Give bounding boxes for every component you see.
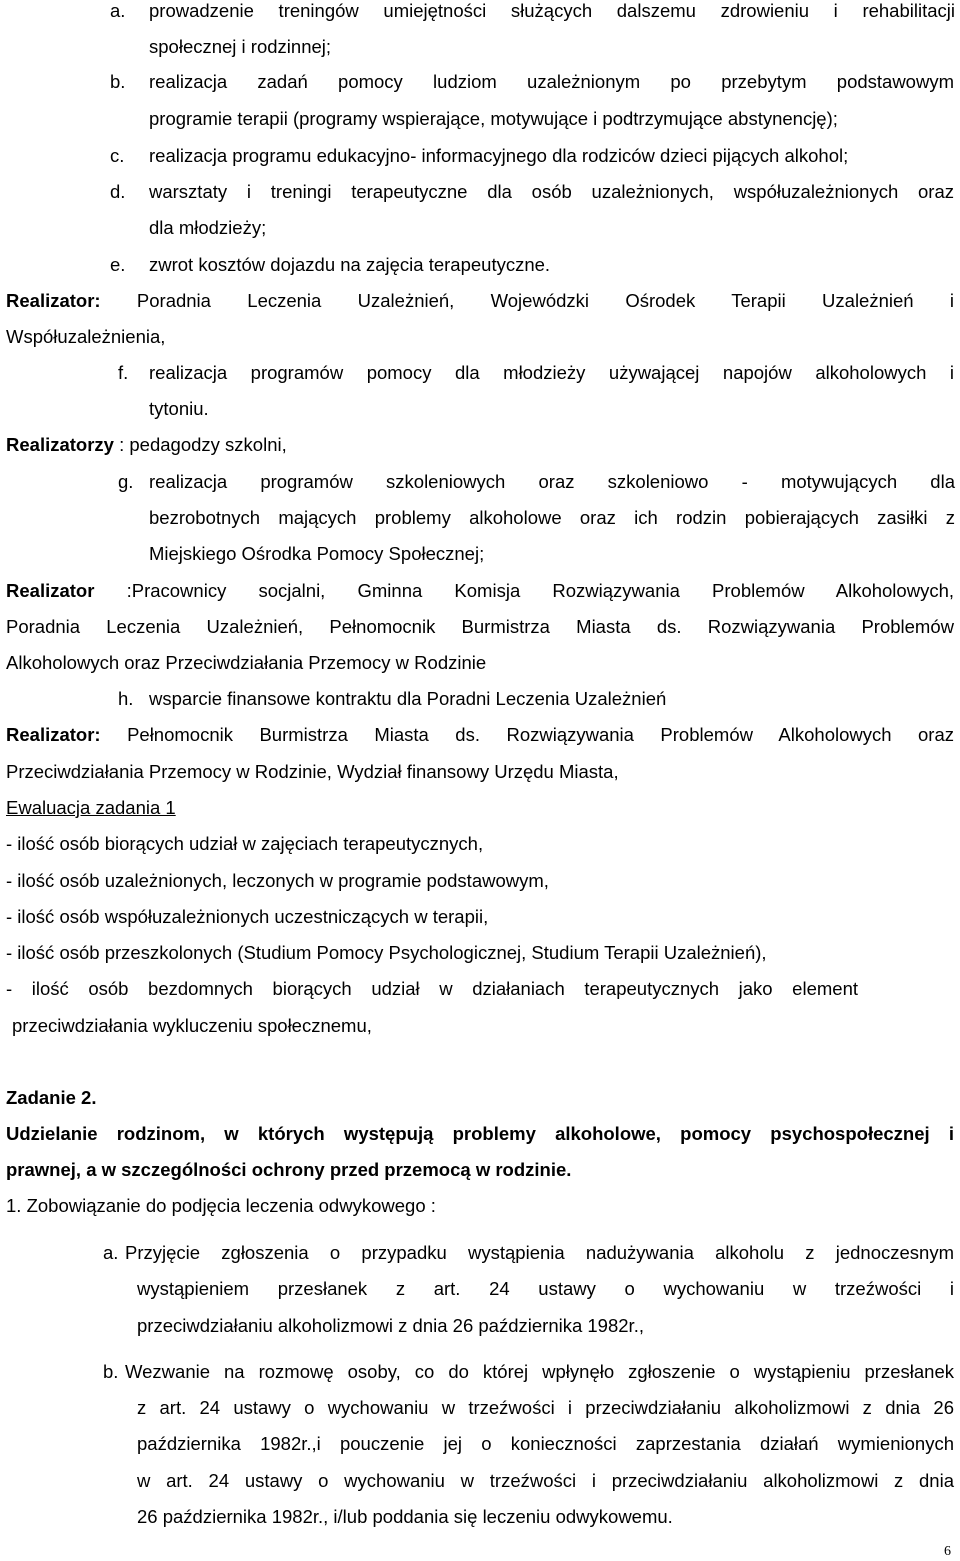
item-e-line-1: zwrot kosztów dojazdu na zajęcia terapeutyczne. [149, 254, 551, 275]
zadanie-2-item-b-line-3: października 1982r.,i pouczenie jej o konieczności zaprzestania działań wymienionych [137, 1433, 954, 1454]
realizator-1-line-2: Współuzależnienia, [6, 326, 166, 347]
item-d-line-2: dla młodzieży; [149, 217, 267, 238]
realizator-2-line-1 [6, 579, 954, 603]
zadanie-2-point-1: 1. Zobowiązanie do podjęcia leczenia odwykowego : [6, 1195, 436, 1216]
realizatorzy-label: Realizatorzy [6, 434, 114, 455]
item-b-marker: b. [110, 71, 126, 92]
ewaluacja-heading: Ewaluacja zadania 1 [6, 797, 176, 818]
realizator-1-label: Realizator: [6, 290, 101, 311]
realizator-3-line-1 [6, 723, 954, 747]
realizator-2-text: :Pracownicy socjalni, Gminna Komisja Rozwiązywania Problemów Alkoholowych, [126, 580, 954, 601]
item-f-line-1: realizacja programów pomocy dla młodzieży używającej napojów alkoholowych i [149, 362, 954, 383]
item-h-marker: h. [118, 688, 134, 709]
item-a-line-1: prowadzenie treningów umiejętności służących dalszemu zdrowieniu i rehabilitacji [149, 0, 955, 21]
zadanie-2-item-b-line-4: w art. 24 ustawy o wychowaniu w trzeźwości i przeciwdziałaniu alkoholizmowi z dnia [137, 1470, 954, 1491]
zadanie-2-item-b-marker: b. [103, 1361, 119, 1382]
zadanie-2-title-line-2: prawnej, a w szczególności ochrony przed przemocą w rodzinie. [6, 1159, 572, 1180]
ewaluacja-line-6: przeciwdziałania wykluczeniu społecznemu, [12, 1015, 372, 1036]
zadanie-2-item-b-line-2: z art. 24 ustawy o wychowaniu w trzeźwości i przeciwdziałaniu alkoholizmowi z dnia 26 [137, 1397, 954, 1418]
zadanie-2-title-line-1: Udzielanie rodzinom, w których występują problemy alkoholowe, pomocy psychospołecznej i [6, 1123, 954, 1144]
ewaluacja-line-1: - ilość osób biorących udział w zajęciach terapeutycznych, [6, 833, 484, 854]
realizator-3-label: Realizator: [6, 724, 101, 745]
realizator-2-label: Realizator [6, 580, 95, 601]
realizator-1-line-1 [6, 289, 954, 313]
zadanie-2-item-a-line-3: przeciwdziałaniu alkoholizmowi z dnia 26 października 1982r., [137, 1315, 644, 1336]
item-d-marker: d. [110, 181, 126, 202]
ewaluacja-line-5: - ilość osób bezdomnych biorących udział w działaniach terapeutycznych jako element [6, 978, 858, 999]
item-g-line-1: realizacja programów szkoleniowych oraz szkoleniowo - motywujących dla [149, 471, 955, 492]
item-c-line-1: realizacja programu edukacyjno- informacyjnego dla rodziców dzieci pijących alkohol; [149, 145, 849, 166]
item-e-marker: e. [110, 254, 126, 275]
item-c-marker: c. [110, 145, 125, 166]
page-number: 6 [944, 1544, 951, 1559]
realizator-2-line-2: Poradnia Leczenia Uzależnień, Pełnomocnik Burmistrza Miasta ds. Rozwiązywania Problemów [6, 616, 954, 637]
realizator-2-line-3: Alkoholowych oraz Przeciwdziałania Przemocy w Rodzinie [6, 652, 487, 673]
zadanie-2-item-a-line-2: wystąpieniem przesłanek z art. 24 ustawy o wychowaniu w trzeźwości i [137, 1278, 954, 1299]
realizatorzy-text: : pedagodzy szkolni, [119, 434, 287, 455]
ewaluacja-line-3: - ilość osób współuzależnionych uczestniczących w terapii, [6, 906, 489, 927]
zadanie-2-item-b-line-5: 26 października 1982r., i/lub poddania się leczeniu odwykowemu. [137, 1506, 673, 1527]
item-f-line-2: tytoniu. [149, 398, 209, 419]
item-a-line-2: społecznej i rodzinnej; [149, 36, 332, 57]
item-g-marker: g. [118, 471, 134, 492]
item-b-line-2: programie terapii (programy wspierające, motywujące i podtrzymujące abstynencję); [149, 108, 838, 129]
zadanie-2-heading: Zadanie 2. [6, 1087, 97, 1108]
realizator-1-text: Poradnia Leczenia Uzależnień, Wojewódzki Ośrodek Terapii Uzależnień i [136, 290, 954, 311]
item-g-line-3: Miejskiego Ośrodka Pomocy Społecznej; [149, 543, 485, 564]
item-h-line-1: wsparcie finansowe kontraktu dla Poradni Leczenia Uzależnień [149, 688, 667, 709]
realizatorzy-line [6, 433, 954, 457]
ewaluacja-line-4: - ilość osób przeszkolonych (Studium Pomocy Psychologicznej, Studium Terapii Uzależnień), [6, 942, 767, 963]
item-d-line-1: warsztaty i treningi terapeutyczne dla osób uzależnionych, współuzależnionych oraz [149, 181, 954, 202]
realizator-3-line-2: Przeciwdziałania Przemocy w Rodzinie, Wydział finansowy Urzędu Miasta, [6, 761, 619, 782]
ewaluacja-line-2: - ilość osób uzależnionych, leczonych w programie podstawowym, [6, 870, 549, 891]
zadanie-2-item-a-line-1: Przyjęcie zgłoszenia o przypadku wystąpienia nadużywania alkoholu z jednoczesnym [125, 1242, 954, 1263]
item-b-line-1: realizacja zadań pomocy ludziom uzależnionym po przebytym podstawowym [149, 71, 954, 92]
realizator-3-text: Pełnomocnik Burmistrza Miasta ds. Rozwiązywania Problemów Alkoholowych oraz [127, 724, 954, 745]
zadanie-2-item-a-marker: a. [103, 1242, 119, 1263]
item-f-marker: f. [118, 362, 129, 383]
item-a-marker: a. [110, 0, 126, 21]
item-g-line-2: bezrobotnych mających problemy alkoholowe oraz ich rodzin pobierających zasiłki z [149, 507, 955, 528]
zadanie-2-item-b-line-1: Wezwanie na rozmowę osoby, co do której wpłynęło zgłoszenie o wystąpieniu przesłanek [125, 1361, 954, 1382]
